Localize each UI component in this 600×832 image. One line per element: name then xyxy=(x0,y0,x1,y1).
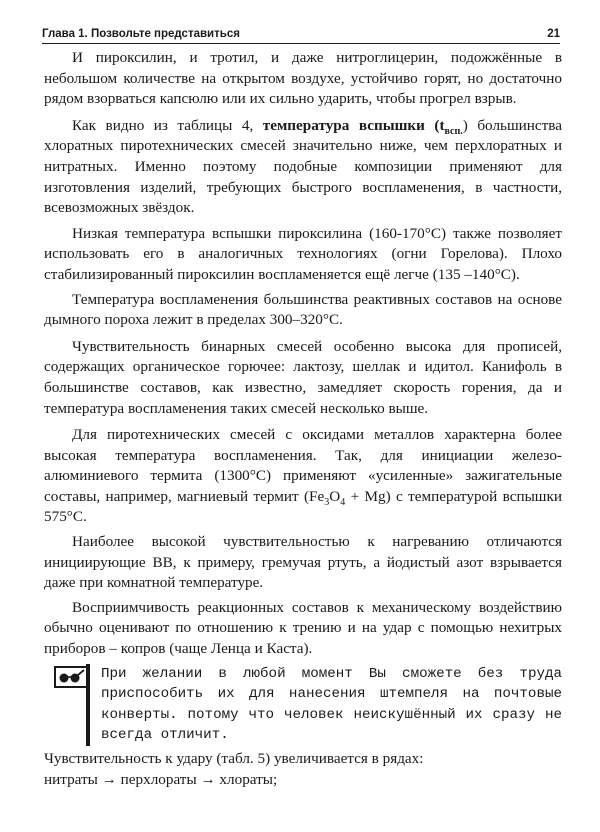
header-rule xyxy=(42,43,560,44)
side-note-text: При желании в любой момент Вы сможете без труда приспособить их для нанесения штемпеля на почтовые конверты. потому что человек неискушённый их сразу не всегда отличит. xyxy=(101,665,562,744)
paragraph-6 xyxy=(44,425,562,528)
formula-sub-4: 4 xyxy=(340,496,346,508)
paragraph-9: Чувствительность к удару (табл. 5) увеличивается в рядах: xyxy=(44,750,424,767)
paragraph-2-rest: ) большинства хлоратных пиротехнических смесей значительно ниже, чем перхлоратных и нитратных. Именно поэтому подобные композиции применяют для изготовления изделий, требующих быстрого воспламенения, в частности, всевозможных звёздок. xyxy=(44,116,562,217)
paragraph-3: Низкая температура вспышки пироксилина (160-170°С) также позволяет использовать его в аналогичных технологиях (огни Горелова). Плохо стабилизированный пироксилин воспламеняется ещё легче (135 –140°С). xyxy=(44,224,562,283)
formula-sub-3: 3 xyxy=(324,496,330,508)
paragraph-4: Температура воспламенения большинства реактивных составов на основе дымного пороха лежит в пределах 300–320°С. xyxy=(44,290,562,329)
formula-oxygen: O xyxy=(329,487,341,505)
page-number: 21 xyxy=(547,28,560,40)
running-header xyxy=(42,26,560,44)
flash-point-label: температура вспышки (t xyxy=(262,116,445,134)
paragraph-5: Чувствительность бинарных смесей особенно высока для прописей, содержащих органическое горючее: лактозу, шеллак и идитол. Канифоль в большинстве составов, как известно, замедляет скорость горения, да и температура воспламенения таких смесей несколько выше. xyxy=(44,337,562,417)
page-body xyxy=(44,48,562,790)
flash-point-subscript: всп. xyxy=(444,125,463,137)
chapter-title: Глава 1. Позвольте представиться xyxy=(42,28,240,40)
side-note xyxy=(86,664,562,746)
eye-glasses-icon xyxy=(54,666,88,688)
paragraph-8: Восприимчивость реакционных составов к механическому воздействию обычно оценивают по отношению к трению и на удар с помощью нехитрых приборов – копров (чаще Ленца и Каста). xyxy=(44,598,562,658)
paragraph-1: И пироксилин, и тротил, и даже нитроглицерин, подожжённые в небольшом количестве на открытом воздухе, устойчиво горят, но достаточно рядом взорваться капсюлю или их сильно ударить, чтобы прогрел взрыв. xyxy=(44,49,562,108)
paragraph-6-text: Для пиротехнических смесей с оксидами металлов характерна более высокая температура воспламенения. Так, для инициации железо-алюминиевого термита (1300°С) применяют «усиленные» зажигательные составы, например, магниевый термит (Fe xyxy=(44,426,562,505)
flash-point-term xyxy=(262,116,463,137)
paragraph-2-intro: Как видно из таблицы 4, xyxy=(72,116,263,134)
paragraph-7: Наиболее высокой чувствительностью к нагреванию отличаются инициирующие ВВ, к примеру, гремучая ртуть, а йодистый азот взрывается даже при комнатной температуре. xyxy=(44,533,562,592)
paragraph-10: нитраты → перхлораты → хлораты; xyxy=(44,770,278,788)
paragraph-2 xyxy=(44,116,562,219)
paragraph-6-rest: + Mg) с температурой вспышки 575°С. xyxy=(44,487,562,526)
